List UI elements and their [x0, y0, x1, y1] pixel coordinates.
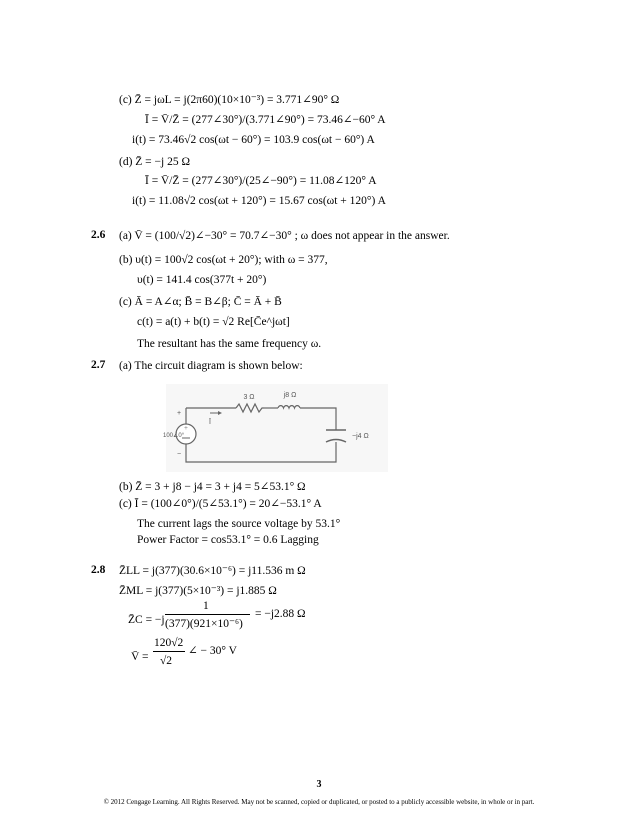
fraction-result: ∠ − 30° V: [188, 645, 237, 657]
solution-line: Z̄ML = j(377)(5×10⁻³) = j1.885 Ω: [119, 585, 277, 597]
solution-line: υ(t) = 141.4 cos(377t + 20°): [137, 274, 267, 286]
solution-line: (a) V̄ = (100/√2)∠−30° = 70.7∠−30° ; ω does not appear in the answer.: [119, 230, 450, 242]
source-label: 100∠0°: [163, 433, 185, 439]
solution-line: (c) Z̄ = jωL = j(2π60)(10×10⁻³) = 3.771∠90° Ω: [119, 94, 340, 106]
fraction-lead: V̄ =: [131, 651, 149, 663]
minus-sign: −: [177, 451, 182, 458]
page-number: 3: [316, 779, 322, 790]
solution-line: The resultant has the same frequency ω.: [137, 338, 322, 350]
solution-line: i(t) = 11.08√2 cos(ωt + 120°) = 15.67 cos(ωt + 120°) A: [132, 195, 386, 207]
fraction-numerator: 120√2: [154, 637, 184, 649]
solution-line: (d) Z̄ = −j 25 Ω: [119, 156, 191, 168]
fraction-bar: [153, 651, 185, 652]
solution-line: Z̄LL = j(377)(30.6×10⁻⁶) = j11.536 m Ω: [119, 565, 306, 577]
inductor-label: j8 Ω: [283, 392, 297, 399]
solution-line: Ī = V̄/Z̄ = (277∠30°)/(3.771∠90°) = 73.46∠−60° A: [145, 114, 386, 126]
current-label: Ī: [209, 419, 211, 426]
solution-line: Ī = V̄/Z̄ = (277∠30°)/(25∠−90°) = 11.08∠120° A: [145, 175, 377, 187]
solution-line: i(t) = 73.46√2 cos(ωt − 60°) = 103.9 cos(ωt − 60°) A: [132, 134, 375, 146]
solution-line: (b) Z̄ = 3 + j8 − j4 = 3 + j4 = 5∠53.1° Ω: [119, 481, 306, 493]
solution-line: (b) υ(t) = 100√2 cos(ωt + 20°); with ω = 377,: [119, 254, 328, 266]
solution-line: (c) Ā = A∠α; B̄ = B∠β; C̄ = Ā + B̄: [119, 296, 282, 308]
solution-line: Power Factor = cos53.1° = 0.6 Lagging: [137, 534, 319, 546]
problem-number: 2.8: [91, 564, 106, 576]
fraction-denominator: (377)(921×10⁻⁶): [165, 618, 243, 630]
solution-line: c(t) = a(t) + b(t) = √2 Re[C̄e^jωt]: [137, 316, 290, 328]
resistor-label: 3 Ω: [243, 394, 255, 401]
capacitor-label: −j4 Ω: [352, 433, 369, 440]
fraction-lead: Z̄C = −j: [128, 614, 165, 626]
svg-text:+: +: [184, 424, 188, 432]
copyright-footer: © 2012 Cengage Learning. All Rights Reserved. May not be scanned, copied or duplicated, or posted to a publicly accessible website, in whole or in part.: [103, 798, 535, 806]
fraction-bar: [165, 614, 250, 615]
fraction-numerator: 1: [203, 600, 209, 612]
fraction-denominator: √2: [160, 655, 173, 667]
solution-line: The current lags the source voltage by 53.1°: [137, 518, 341, 530]
solution-line: (a) The circuit diagram is shown below:: [119, 360, 303, 372]
problem-number: 2.7: [91, 359, 106, 371]
plus-sign: +: [177, 410, 182, 417]
fraction-result: = −j2.88 Ω: [255, 608, 306, 620]
solution-line: (c) Ī = (100∠0°)/(5∠53.1°) = 20∠−53.1° A: [119, 498, 322, 510]
circuit-diagram: [163, 384, 388, 472]
problem-number: 2.6: [91, 229, 106, 241]
